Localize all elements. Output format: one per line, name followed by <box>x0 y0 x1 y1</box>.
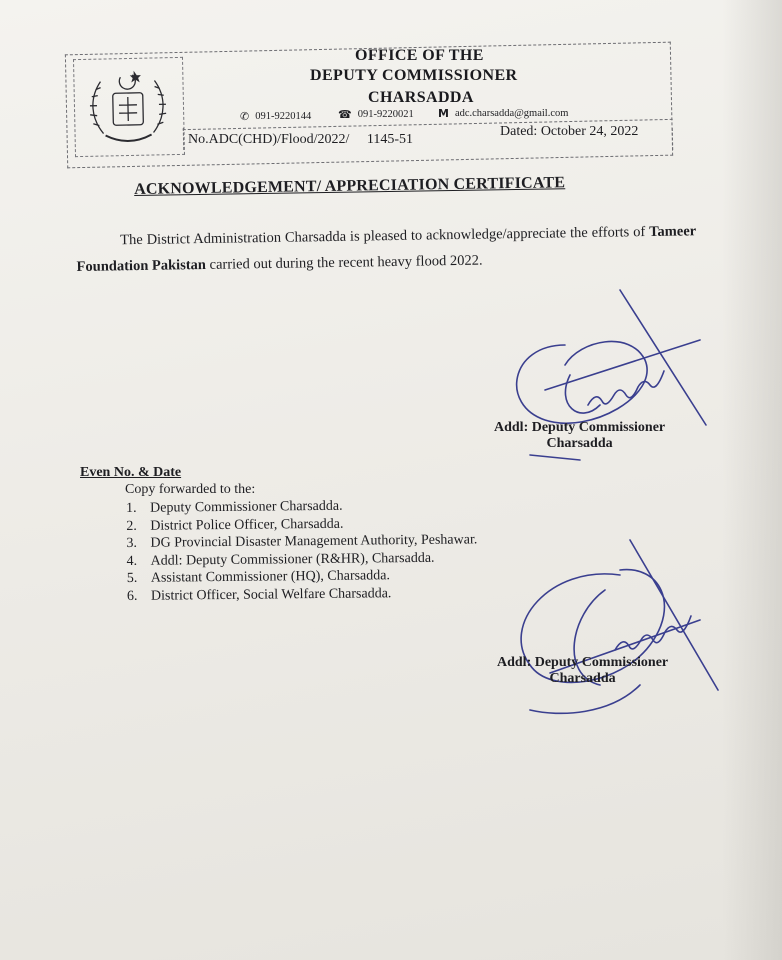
list-item: 3. DG Provincial Disaster Management Authority, Peshawar. <box>126 532 478 551</box>
reference-number: No.ADC(CHD)/Flood/2022/ 1145-51 <box>188 132 414 147</box>
fax-number: 091-9220021 <box>357 108 414 120</box>
list-item: 5. Assistant Commissioner (HQ), Charsadda. <box>126 568 391 586</box>
phone-icon: ✆ <box>240 110 250 123</box>
office-title-line2: DEPUTY COMMISSIONER <box>310 67 518 84</box>
office-title-line3: CHARSADDA <box>368 89 474 106</box>
government-emblem-icon <box>82 62 174 152</box>
body-text-part1: The District Administration Charsadda is pleased to acknowledge/appreciate the efforts of <box>120 223 650 249</box>
reference-divider-left <box>183 128 185 150</box>
phone-number: 091-9220144 <box>255 110 312 122</box>
emblem-frame <box>73 57 185 157</box>
list-item: 1. Deputy Commissioner Charsadda. <box>126 498 343 516</box>
fax-contact <box>338 108 414 121</box>
body-text-part2: carried out during the recent heavy flood 2022. <box>205 252 483 273</box>
office-title-line1: OFFICE OF THE <box>355 47 484 64</box>
signatory-block-1 <box>494 420 665 452</box>
list-item: 2. District Police Officer, Charsadda. <box>126 516 344 534</box>
copy-forwarded-label: Copy forwarded to the: <box>125 482 256 497</box>
list-item: 6. District Officer, Social Welfare Charsadda. <box>126 585 392 604</box>
certificate-body <box>76 218 697 280</box>
signatory-designation-2: Addl: Deputy Commissioner <box>497 655 669 670</box>
signatory-place-2: Charsadda <box>549 671 616 686</box>
phone-contact <box>240 110 311 123</box>
signatory-block-2 <box>497 655 668 687</box>
organization-name: Tameer Foundation Pakistan <box>76 223 697 275</box>
even-no-date-label: Even No. & Date <box>80 465 182 480</box>
list-item: 4. Addl: Deputy Commissioner (R&HR), Charsadda. <box>126 550 435 569</box>
signatory-designation-1: Addl: Deputy Commissioner <box>494 420 666 435</box>
reference-divider-right <box>672 128 674 150</box>
page-shadow <box>722 0 782 960</box>
signatory-place-1: Charsadda <box>546 436 613 451</box>
distribution-list <box>126 496 478 605</box>
reference-date: Dated: October 24, 2022 <box>500 124 639 139</box>
email-contact <box>438 107 568 120</box>
mail-icon: M <box>438 107 449 120</box>
email-address: adc.charsadda@gmail.com <box>454 107 569 119</box>
certificate-title: ACKNOWLEDGEMENT/ APPRECIATION CERTIFICATE <box>134 174 566 198</box>
fax-icon: ☎ <box>338 108 352 121</box>
